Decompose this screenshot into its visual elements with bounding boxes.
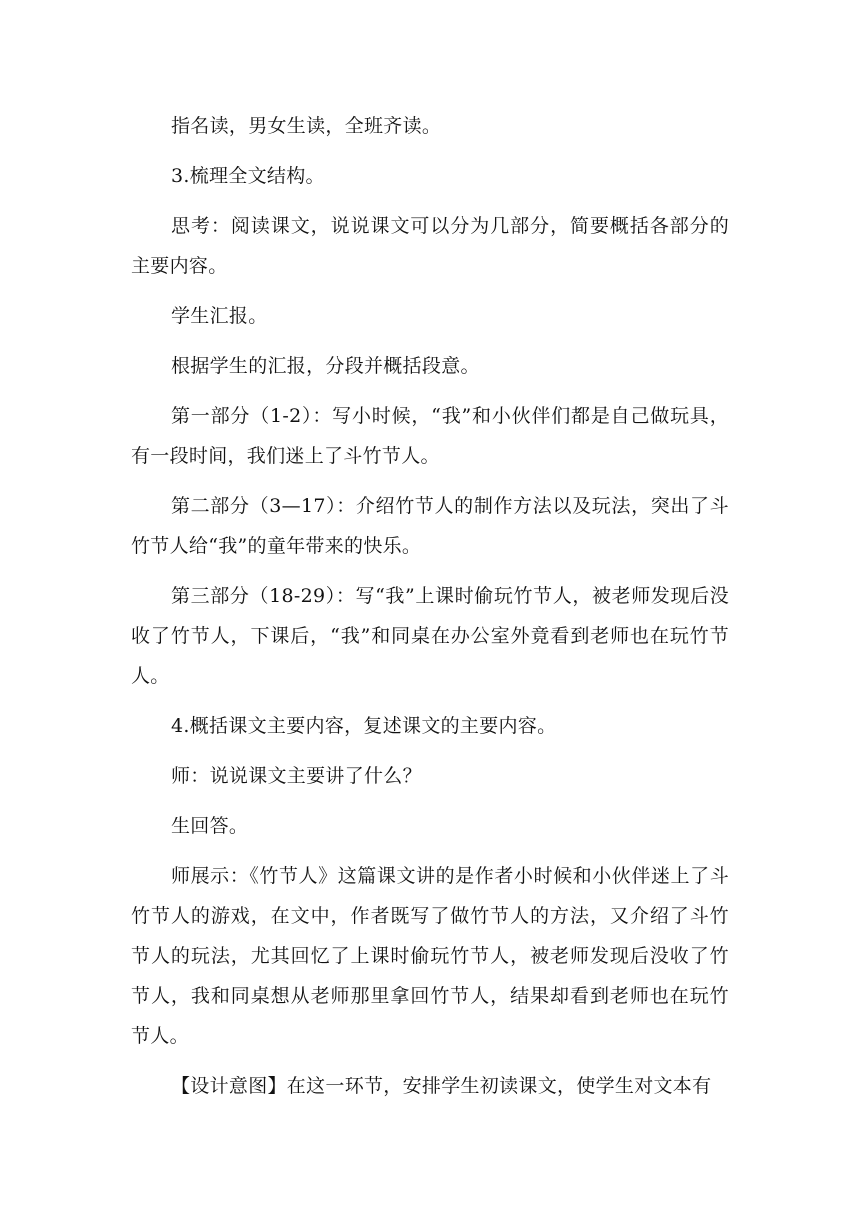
body-text [131,106,729,1116]
paragraph-student-report: 学生汇报。 [171,305,268,327]
paragraph-design-intent: 【设计意图】在这一环节，安排学生初读课文，使学生对文本有 [171,1075,712,1097]
paragraph-student-answer: 生回答。 [171,815,249,837]
paragraph-segment-summary: 根据学生的汇报，分段并概括段意。 [171,355,480,377]
paragraph-step-3-heading: 3.梳理全文结构。 [171,165,325,187]
paragraph-think-question: 思考：阅读课文，说说课文可以分为几部分，简要概括各部分的主要内容。 [131,215,729,277]
paragraph-part-three: 第三部分（18-29）：写“我”上课时偷玩竹节人，被老师发现后没收了竹节人，下课后，“我”和同桌在办公室外竟看到老师也在玩竹节人。 [131,585,729,687]
paragraph-teacher-question: 师：说说课文主要讲了什么？ [171,765,422,787]
paragraph-part-one: 第一部分（1-2）：写小时候，“我”和小伙伴们都是自己做玩具，有一段时间，我们迷上了斗竹节人。 [131,405,729,467]
paragraph-step-4-heading: 4.概括课文主要内容，复述课文的主要内容。 [171,715,557,737]
paragraph-teacher-display: 师展示：《竹节人》这篇课文讲的是作者小时候和小伙伴迷上了斗竹节人的游戏，在文中，作者既写了做竹节人的方法，又介绍了斗竹节人的玩法，尤其回忆了上课时偷玩竹节人，被老师发现后没收了竹节人，我和同桌想从老师那里拿回竹节人，结果却看到老师也在玩竹节人。 [131,865,729,1047]
paragraph-part-two: 第二部分（3—17）：介绍竹节人的制作方法以及玩法，突出了斗竹节人给“我”的童年带来的快乐。 [131,495,729,557]
paragraph-reading-modes: 指名读，男女生读，全班齐读。 [171,115,442,137]
